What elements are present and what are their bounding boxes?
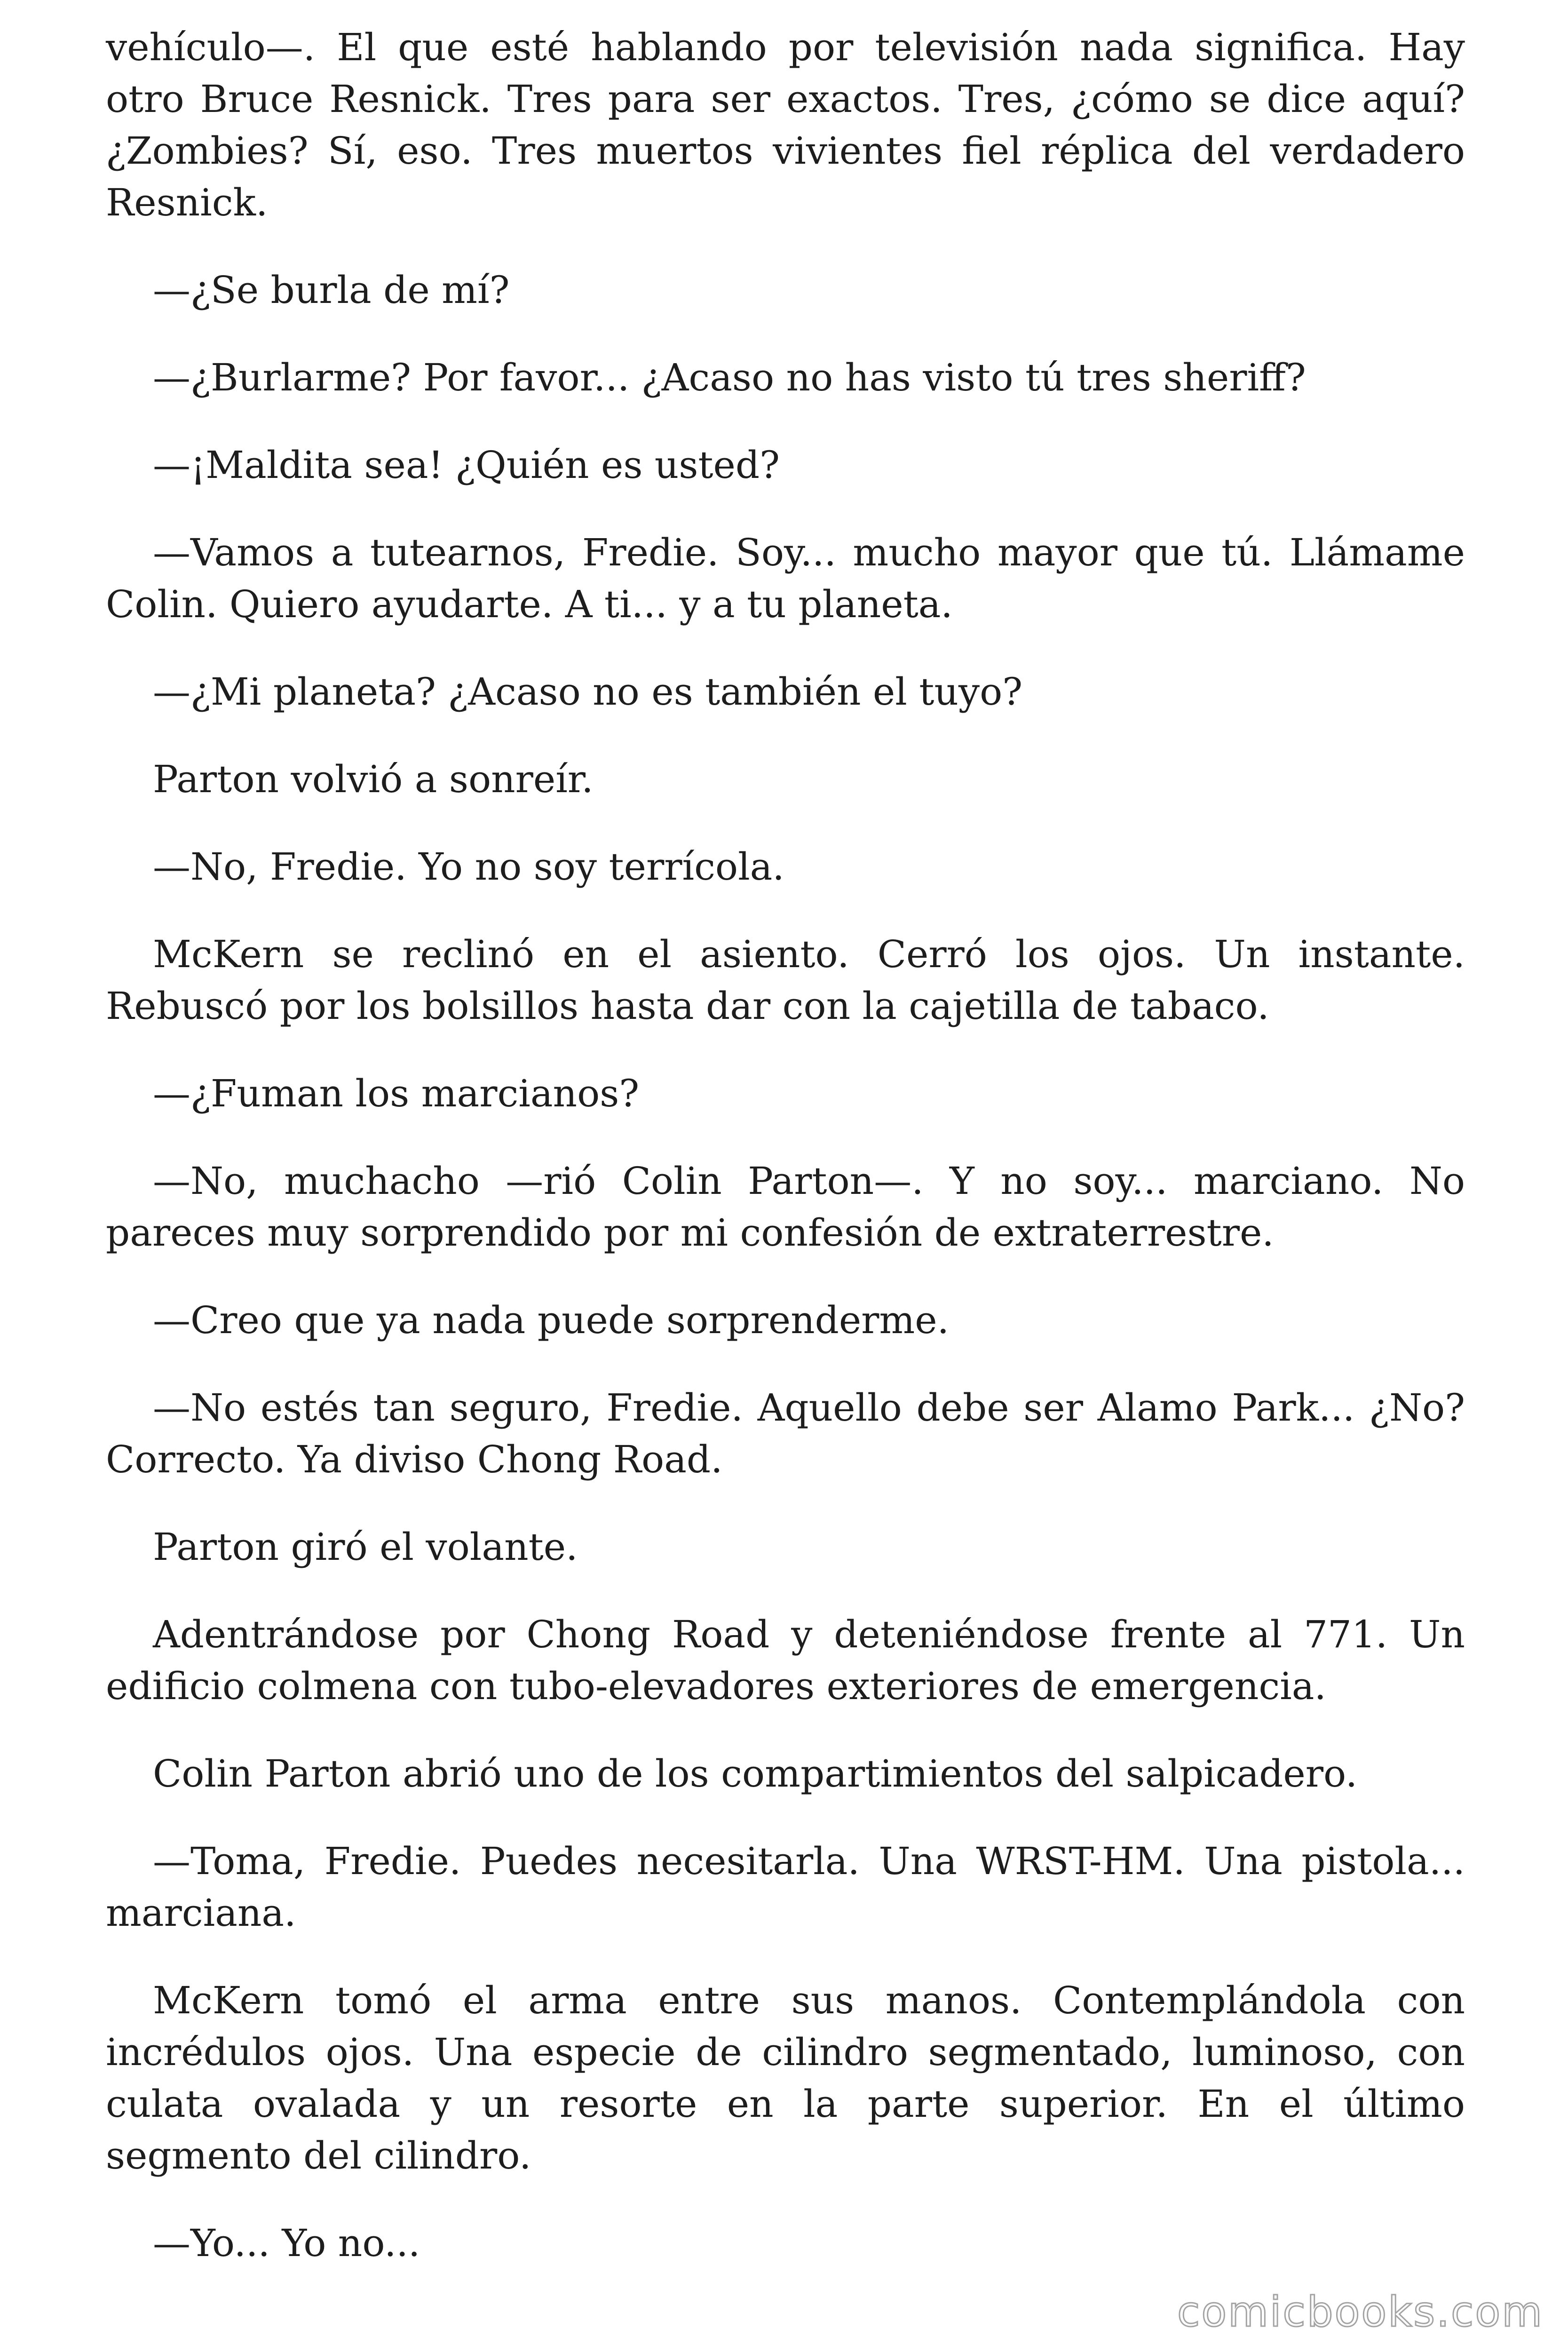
paragraph: Adentrándose por Chong Road y deteniéndose frente al 771. Un edificio colmena con tubo-elevadores exteriores de emergencia. — [106, 1613, 1465, 1708]
paragraph: —¿Se burla de mí? — [153, 268, 510, 312]
paragraph: —No, muchacho —rió Colin Parton—. Y no soy... marciano. No pareces muy sorprendido por mi confesión de extraterrestre. — [106, 1159, 1465, 1255]
paragraph: McKern se reclinó en el asiento. Cerró los ojos. Un instante. Rebuscó por los bolsillos hasta dar con la cajetilla de tabaco. — [106, 932, 1465, 1028]
paragraph: —¿Mi planeta? ¿Acaso no es también el tuyo? — [153, 670, 1023, 714]
paragraph: —Vamos a tutearnos, Fredie. Soy... mucho mayor que tú. Llámame Colin. Quiero ayudarte. A ti... y a tu planeta. — [106, 531, 1465, 626]
paragraph: —¿Burlarme? Por favor... ¿Acaso no has visto tú tres sheriff? — [153, 356, 1306, 399]
paragraph: —Yo... Yo no... — [153, 2221, 420, 2265]
paragraph: vehículo—. El que esté hablando por televisión nada significa. Hay otro Bruce Resnick. Tres para ser exactos. Tres, ¿cómo se dice aquí? ¿Zombies? Sí, eso. Tres muertos vivientes fiel réplica del verdadero Resnick. — [106, 25, 1465, 224]
paragraph: —No estés tan seguro, Fredie. Aquello debe ser Alamo Park... ¿No? Correcto. Ya diviso Chong Road. — [106, 1386, 1465, 1481]
paragraph: Parton giró el volante. — [153, 1525, 578, 1569]
document-page — [106, 22, 1465, 2305]
paragraph: Colin Parton abrió uno de los compartimientos del salpicadero. — [153, 1752, 1358, 1796]
paragraph: —No, Fredie. Yo no soy terrícola. — [153, 845, 784, 889]
watermark: comicbooks.com — [1177, 2288, 1544, 2336]
paragraph: —Creo que ya nada puede sorprenderme. — [153, 1298, 950, 1342]
paragraph: Parton volvió a sonreír. — [153, 757, 594, 801]
paragraph: —¡Maldita sea! ¿Quién es usted? — [153, 443, 780, 487]
paragraph: —Toma, Fredie. Puedes necesitarla. Una WRST-HM. Una pistola... marciana. — [106, 1839, 1465, 1935]
paragraph: —¿Fuman los marcianos? — [153, 1072, 640, 1115]
paragraph: McKern tomó el arma entre sus manos. Contemplándola con incrédulos ojos. Una especie de cilindro segmentado, luminoso, con culata ovalada y un resorte en la parte superior. En el último segmento del cilindro. — [106, 1979, 1465, 2177]
